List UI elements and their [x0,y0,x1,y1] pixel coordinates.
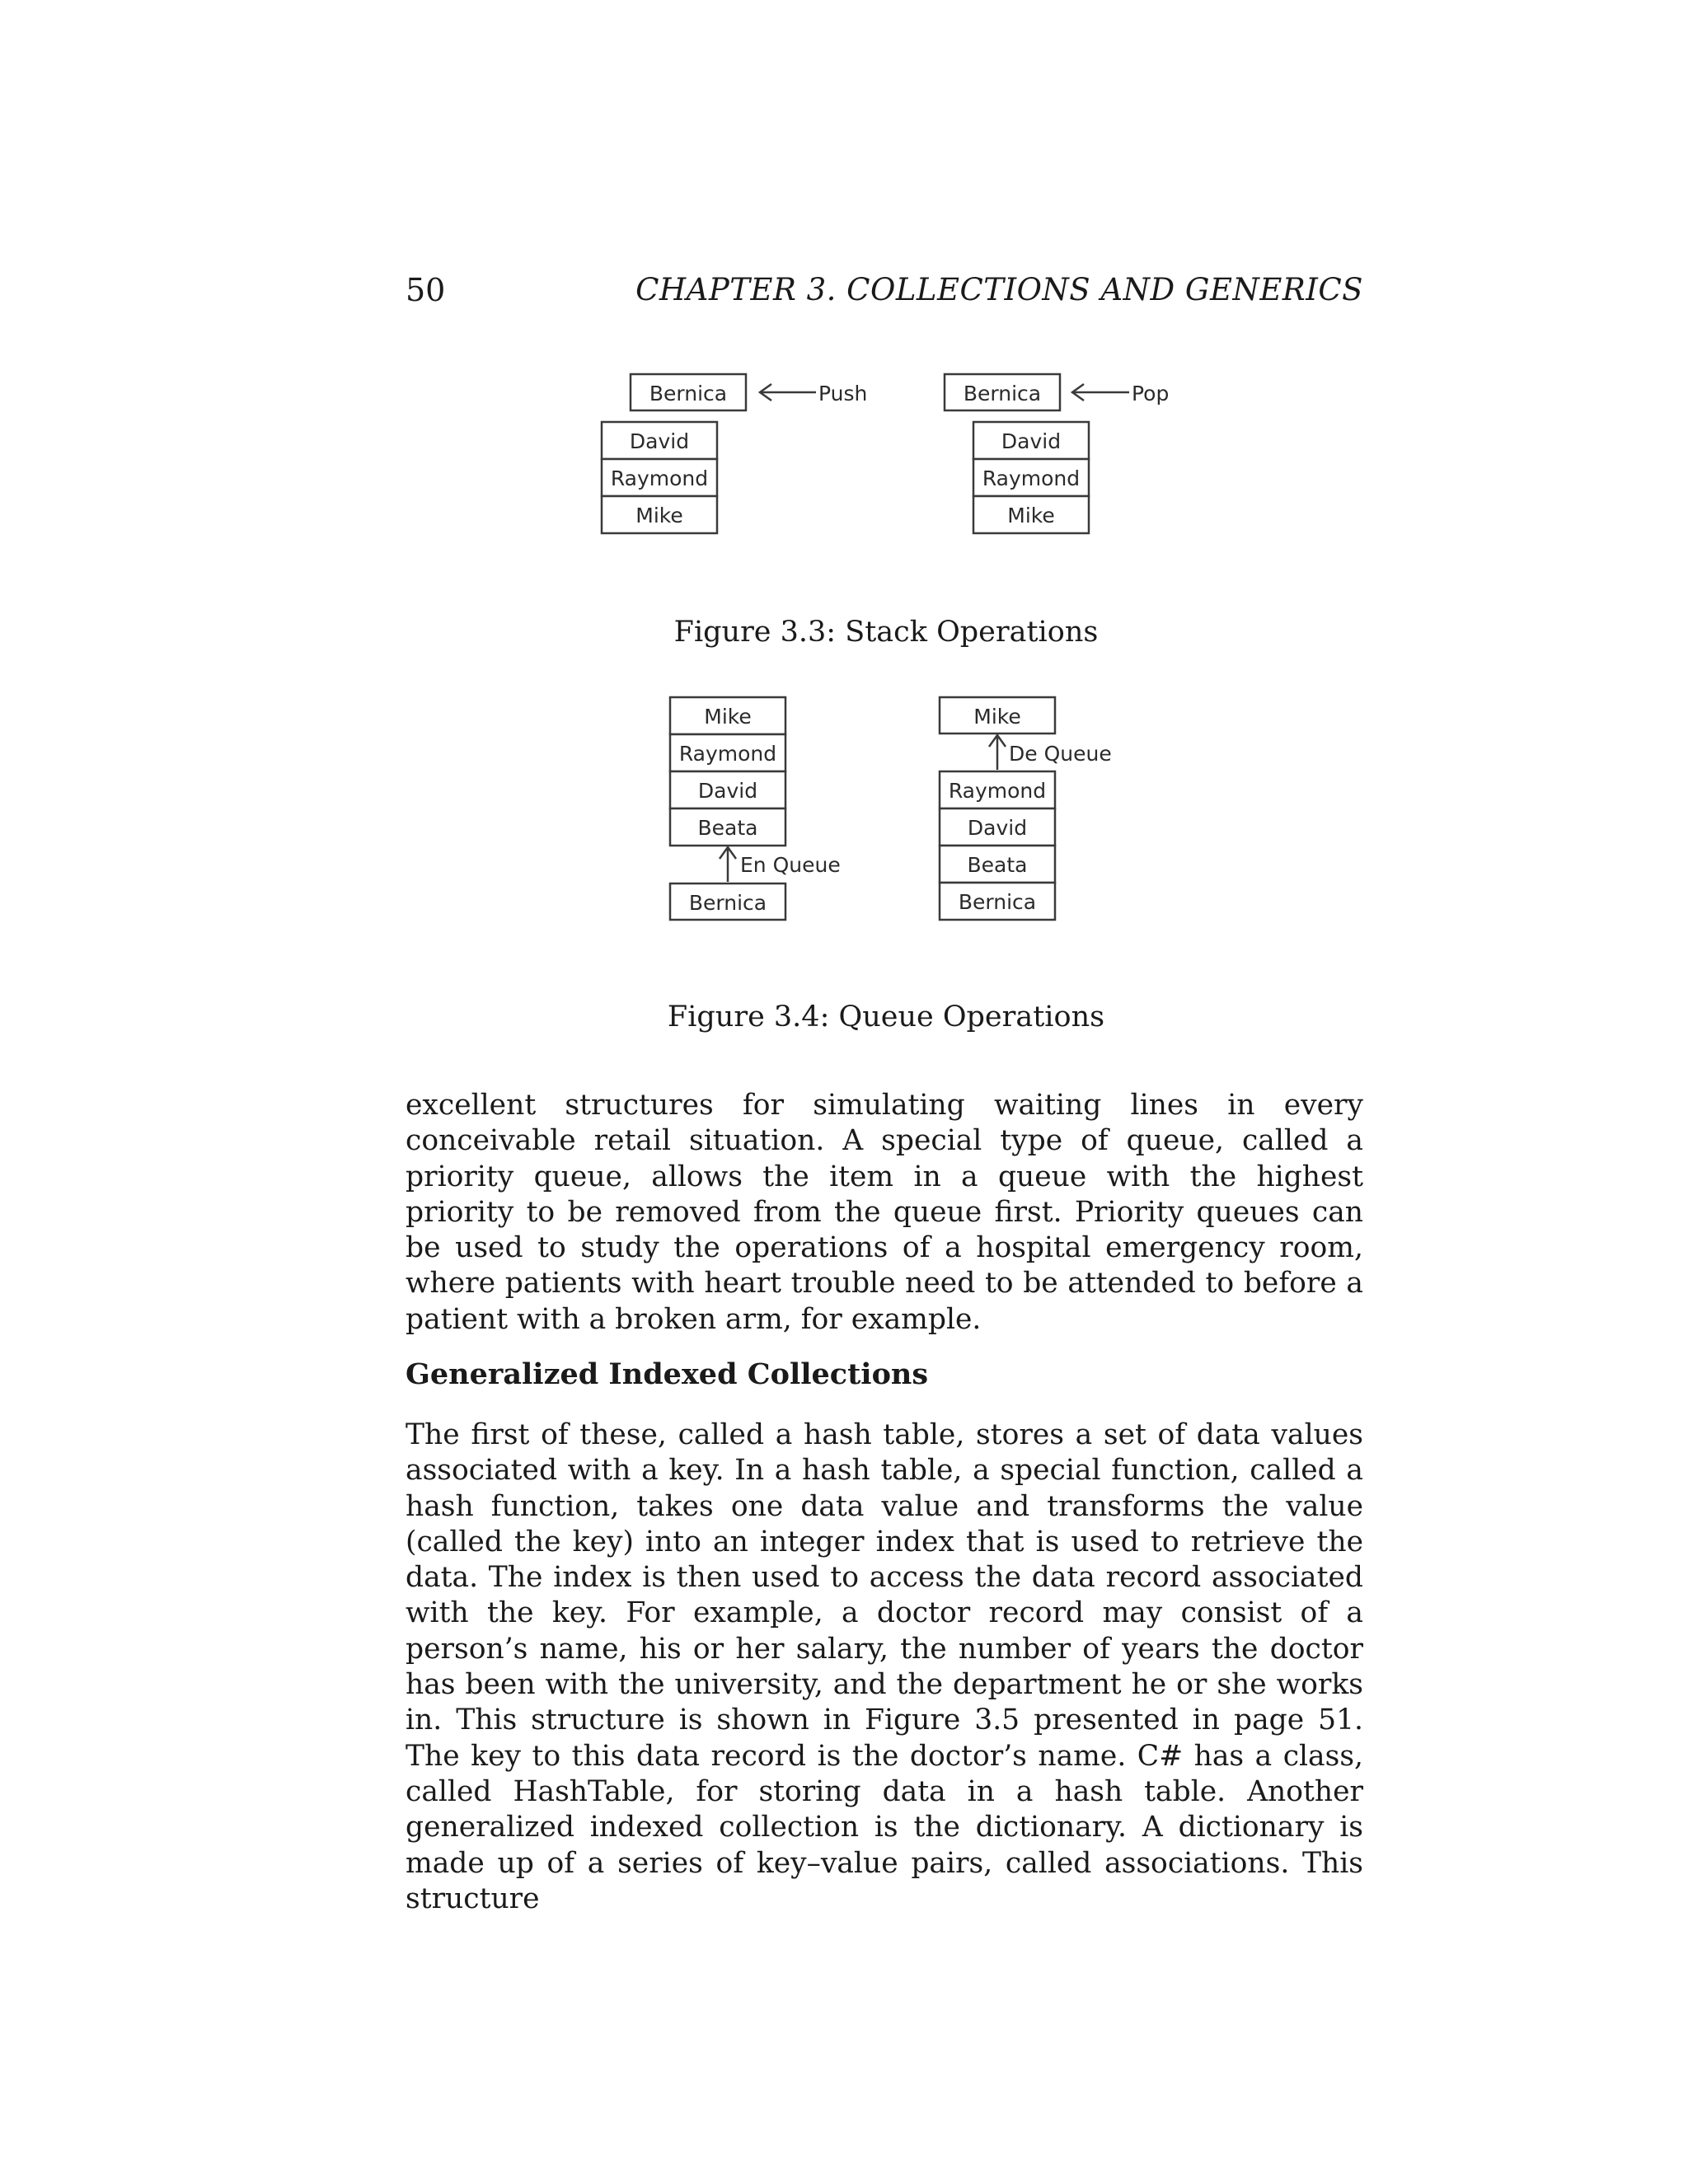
section-heading: Generalized Indexed Collections [406,1357,929,1391]
enqueue-label-2: Raymond [678,742,777,766]
push-top-label: Bernica [649,382,728,405]
dequeue-label-4: Bernica [958,890,1037,914]
figure-3-3-caption: Figure 3.3: Stack Operations [673,616,1099,649]
enqueue-diagram [670,697,841,920]
dequeue-outgoing-label: Mike [973,705,1021,729]
push-label: Push [818,382,868,405]
enqueue-label-3: David [697,779,758,803]
dequeue-op-label: De Queue [1009,742,1112,766]
dequeue-label-1: Raymond [948,779,1047,803]
enqueue-op-label: En Queue [740,853,841,877]
dequeue-diagram [940,697,1112,920]
pop-stack-label-1: David [1001,429,1062,453]
enqueue-incoming-label: Bernica [688,891,767,915]
enqueue-label-1: Mike [704,705,752,729]
figure-3-4-caption: Figure 3.4: Queue Operations [667,1001,1105,1033]
pop-label: Pop [1132,382,1170,405]
pop-top-label: Bernica [963,382,1042,405]
push-stack-label-2: Raymond [610,466,709,490]
pop-stack-label-2: Raymond [982,466,1081,490]
page-number: 50 [406,272,446,308]
figure-3-4-diagram [0,0,1688,948]
push-stack-label-3: Mike [635,504,683,527]
body-paragraph-1: excellent structures for simulating waiting lines in every conceivable retail situation. A special type of queue, called a priority queue, allows the item in a queue with the highest priority to be removed from the queue first. Priority queues can be used to study the operations of a hospital emergency room, where patients with heart trouble need to be attended to before a patient with a broken arm, for example. [406,1089,1363,1336]
chapter-title: CHAPTER 3. COLLECTIONS AND GENERICS [635,272,1363,307]
enqueue-label-4: Beata [697,816,758,840]
pop-stack-label-3: Mike [1007,504,1055,527]
body-paragraph-2: The first of these, called a hash table, stores a set of data values associated with a key. In a hash table, a special function, called a hash function, takes one data value and transforms the value (called the key) into an integer index that is used to retrieve the data. The index is then used to access the data record associated with the key. For example, a doctor record may consist of a person’s name, his or her salary, the number of years the doctor has been with the university, and the department he or she works in. This structure is shown in Figure 3.5 presented in page 51. The key to this data record is the doctor’s name. C# has a class, called HashTable, for storing data in a hash table. Another generalized indexed collection is the dictionary. A dictionary is made up of a series of key–value pairs, called associations. This structure [406,1418,1363,1915]
dequeue-label-3: Beata [967,853,1028,877]
dequeue-label-2: David [967,816,1028,840]
push-stack-label-1: David [629,429,690,453]
